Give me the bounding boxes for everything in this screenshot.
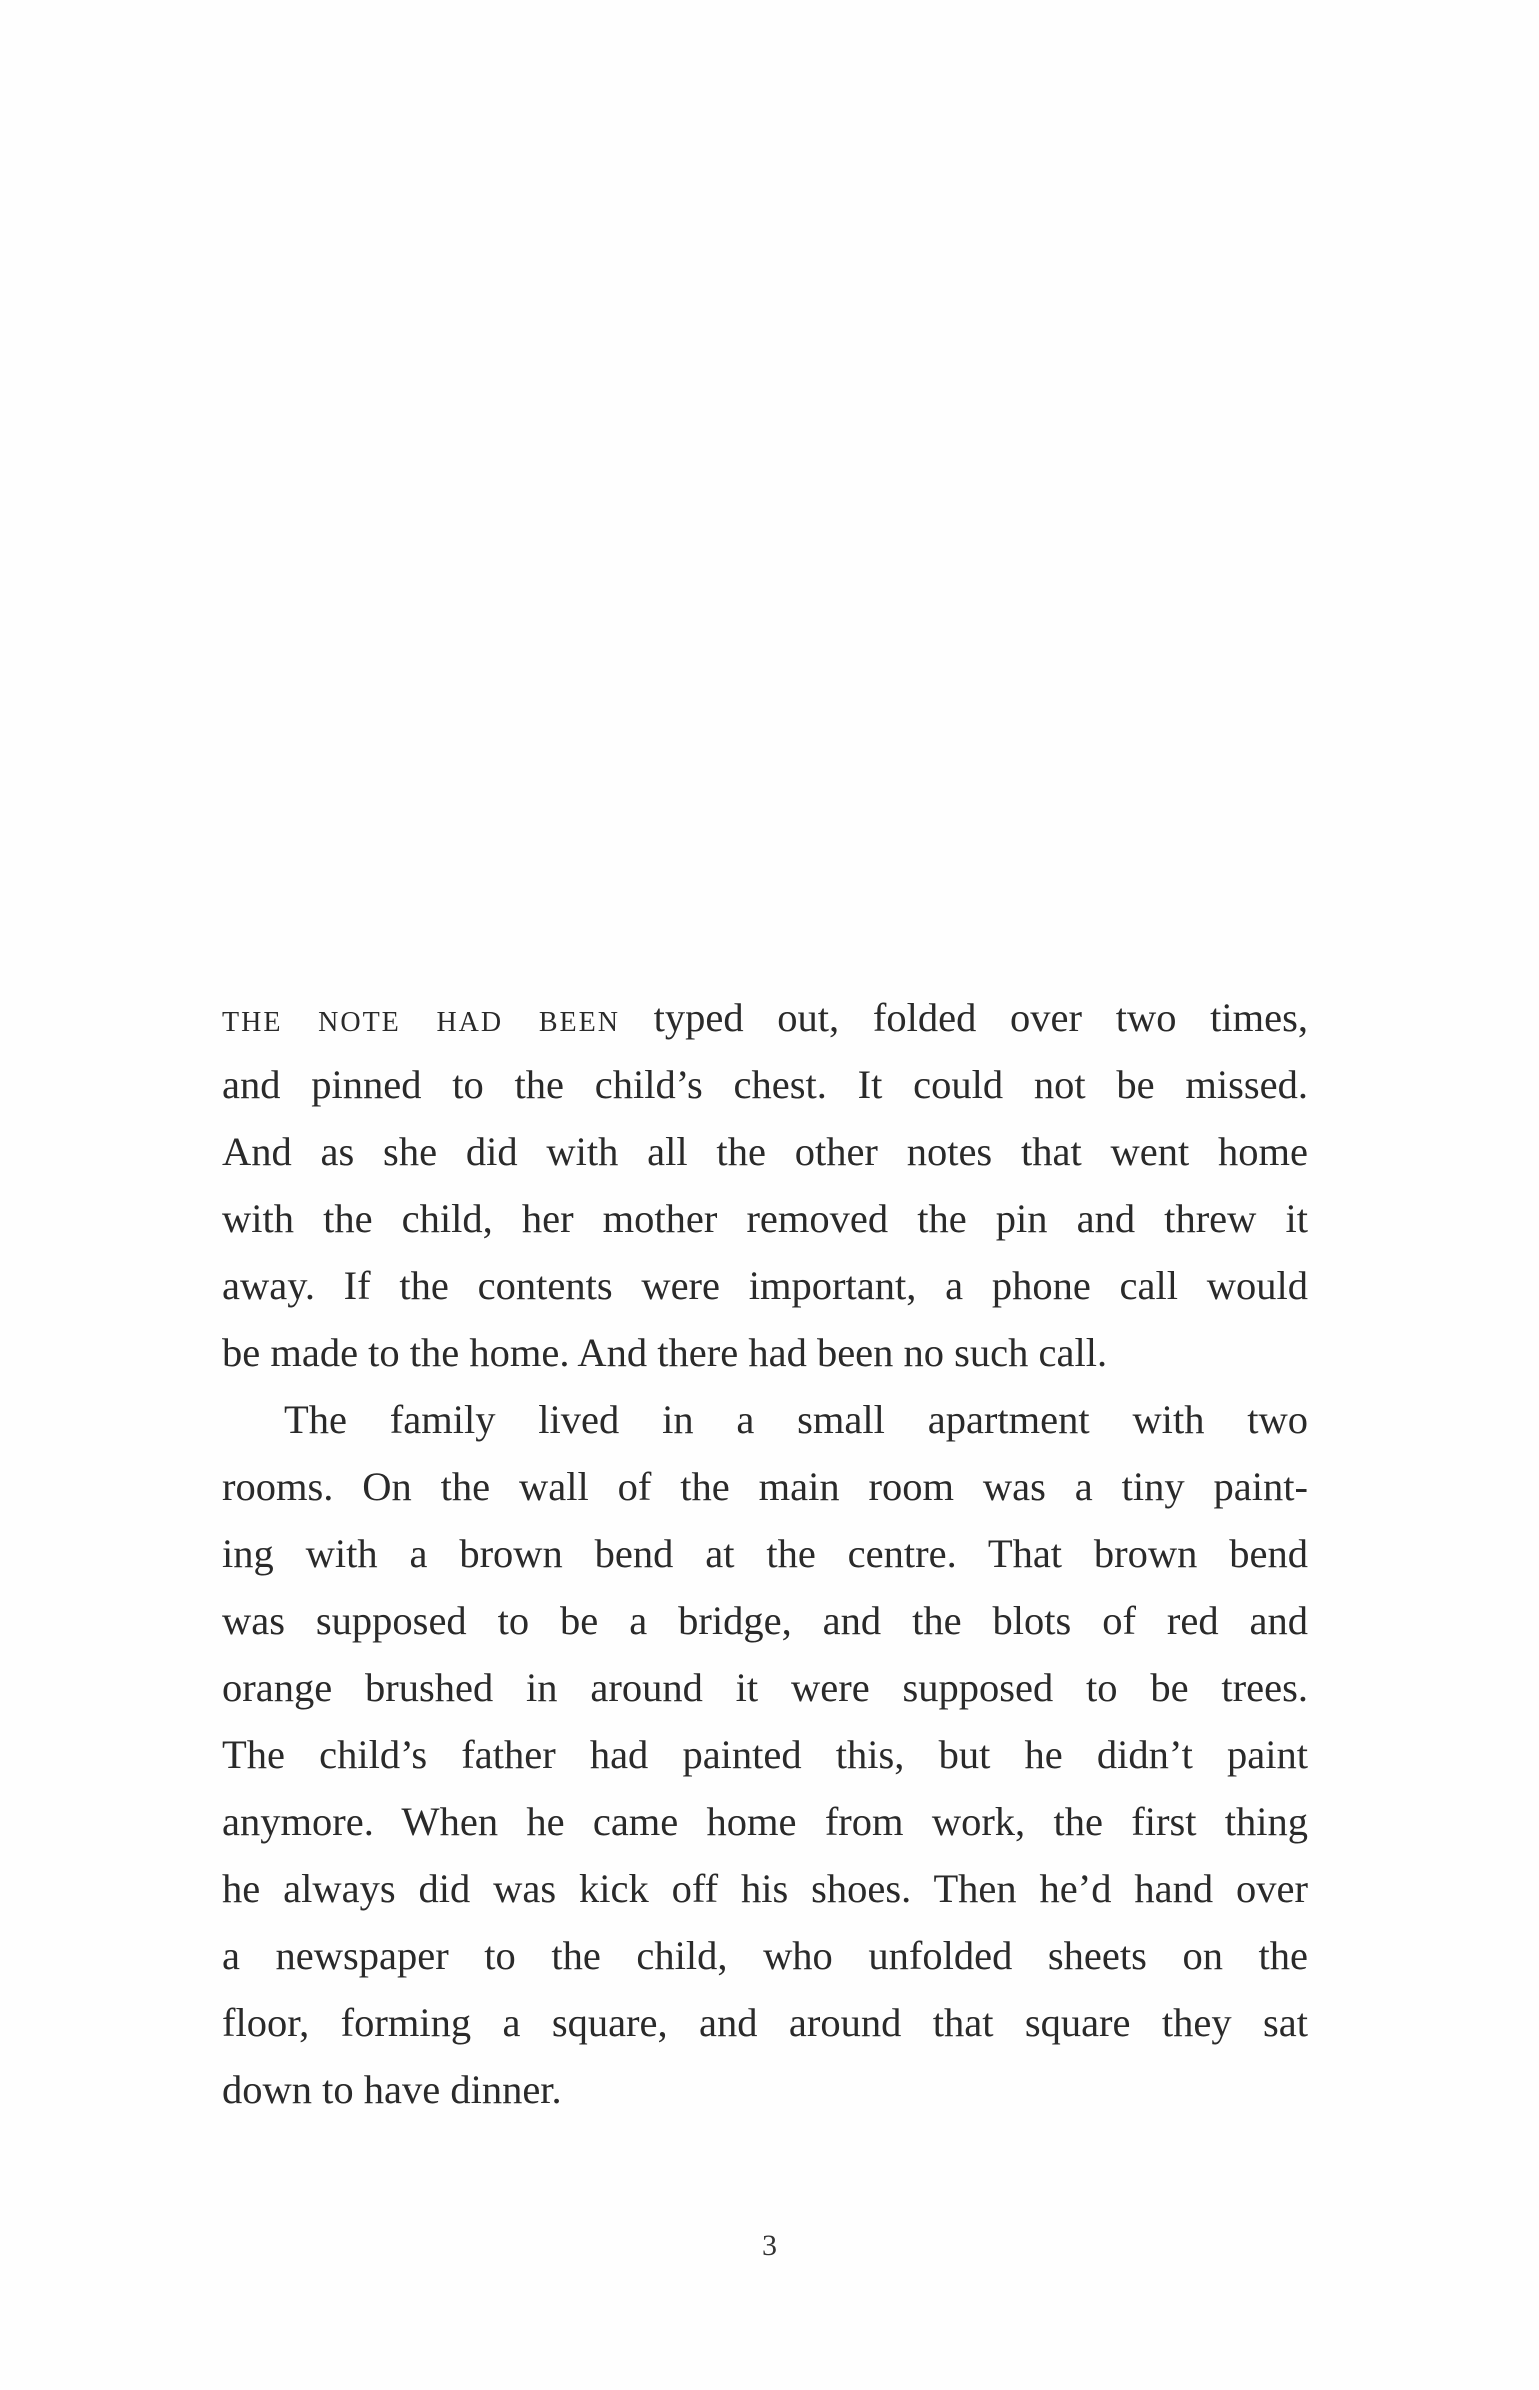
text-line: a newspaper to the child, who unfolded sheets on the <box>222 1933 1308 1978</box>
text-line: was supposed to be a bridge, and the blots of red and <box>222 1598 1308 1643</box>
text-line: ing with a brown bend at the centre. That brown bend <box>222 1531 1308 1576</box>
text-line: with the child, her mother removed the pin and threw it <box>222 1196 1308 1241</box>
text-line: he always did was kick off his shoes. Then he’d hand over <box>222 1866 1308 1911</box>
text-line: rooms. On the wall of the main room was a tiny paint- <box>222 1464 1308 1509</box>
lead-in-small-caps: the note had been <box>222 995 620 1040</box>
text-line: away. If the contents were important, a phone call would <box>222 1263 1308 1308</box>
text-line-content: typed out, folded over two times, <box>619 995 1309 1040</box>
text-line: And as she did with all the other notes that went home <box>222 1129 1308 1174</box>
text-line: The child’s father had painted this, but he didn’t paint <box>222 1732 1308 1777</box>
text-line: floor, forming a square, and around that square they sat <box>222 2000 1308 2045</box>
text-line: and pinned to the child’s chest. It could not be missed. <box>222 1062 1308 1107</box>
text-line: The family lived in a small apartment with two <box>284 1397 1308 1442</box>
page-number: 3 <box>762 2229 777 2262</box>
text-line: down to have dinner. <box>222 2067 562 2112</box>
text-line: be made to the home. And there had been no such call. <box>222 1330 1108 1375</box>
body-text <box>222 984 1308 2123</box>
text-line: orange brushed in around it were supposed to be trees. <box>222 1665 1308 1710</box>
text-line: anymore. When he came home from work, the first thing <box>222 1799 1308 1844</box>
text-line <box>222 984 1308 1051</box>
